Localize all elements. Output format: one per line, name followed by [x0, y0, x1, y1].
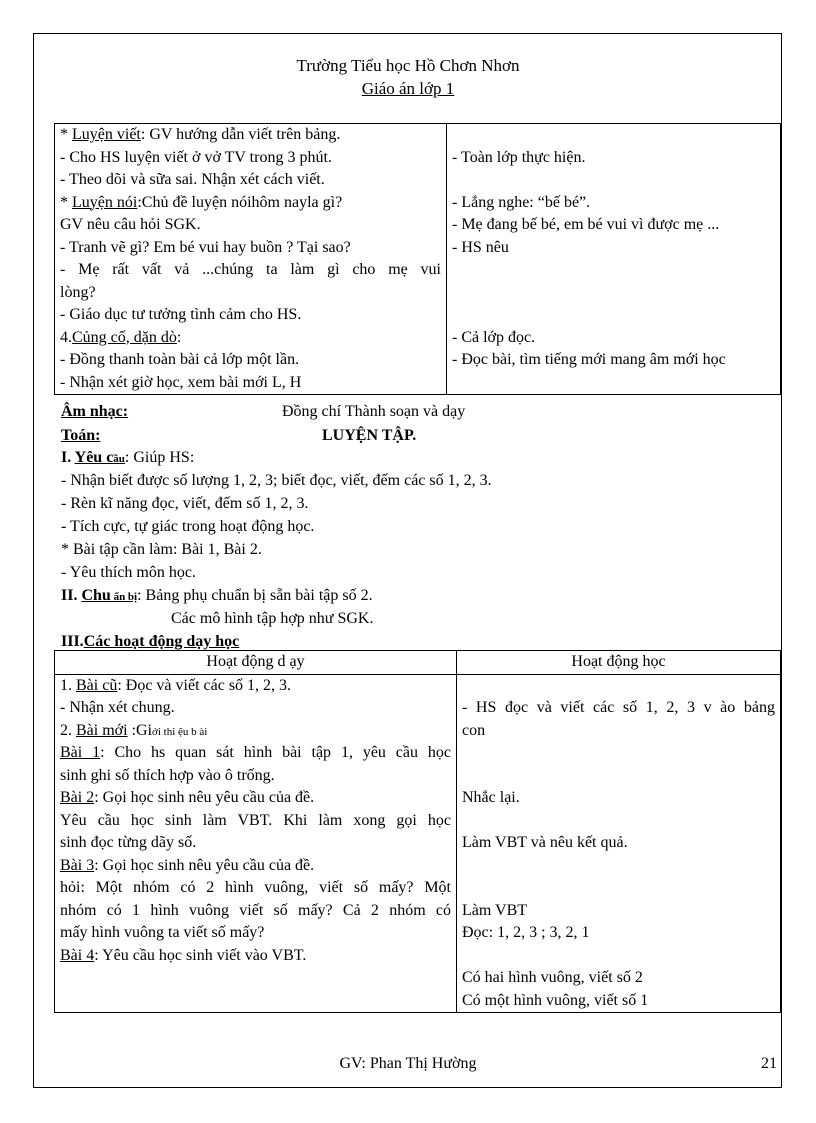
- math-label-text: Toán:: [61, 427, 101, 444]
- school-name: Trường Tiểu học Hồ Chơn Nhơn: [296, 56, 520, 75]
- line-text: mấy hình vuông ta viết số mấy?: [60, 924, 265, 941]
- text-line: [60, 967, 451, 990]
- text-line: [60, 787, 451, 810]
- line-prefix: 2.: [60, 721, 76, 739]
- text-line: [60, 720, 451, 743]
- objective-item: - Rèn kĩ năng đọc, viết, đếm số 1, 2, 3.: [61, 495, 309, 512]
- line-text: nhóm có 1 hình vuông viết số mấy? Cả 2 nhóm có: [60, 901, 451, 919]
- objective-list: [61, 469, 492, 584]
- text-line: [462, 720, 775, 743]
- text-line: [462, 945, 775, 968]
- text-line: [462, 787, 775, 810]
- teaching-activity-cell: [55, 674, 457, 1013]
- text-line: [452, 124, 775, 147]
- text-line: [462, 855, 775, 878]
- objective-item: - Yêu thích môn học.: [61, 564, 196, 581]
- underlined-label: Bài 4: [60, 946, 95, 964]
- section-1-title: [75, 449, 125, 466]
- text-line: [60, 304, 441, 327]
- section-2-line2: Các mô hình tập hợp như SGK.: [171, 610, 374, 627]
- section-2-heading: [61, 584, 373, 609]
- line-text: - Theo dõi và sữa sai. Nhận xét cách viết.: [60, 171, 325, 188]
- text-line: - HS nêu: [452, 238, 509, 256]
- text-line: [60, 922, 451, 945]
- text-line: - Đọc bài, tìm tiếng mới mang âm mới học: [452, 351, 726, 368]
- learning-activity-cell: [457, 674, 781, 1013]
- text-line: [462, 697, 775, 720]
- music-note: Đồng chí Thành soạn và dạy: [282, 403, 466, 420]
- line-prefix: 1.: [60, 676, 76, 694]
- text-line: [60, 282, 441, 305]
- underlined-label: Bài 2: [60, 789, 95, 806]
- section-1-heading: [61, 446, 194, 471]
- text-line: [60, 765, 451, 788]
- activity-table-1: [54, 123, 781, 395]
- music-label: [61, 400, 128, 423]
- text-line: [452, 259, 775, 282]
- line-rest: : Cho hs quan sát hình bài tập 1, yêu cầu học: [100, 744, 451, 761]
- line-text: - Nhận xét chung.: [60, 699, 175, 716]
- section-1-num: I.: [61, 449, 75, 466]
- section-3-num: III.: [61, 633, 84, 650]
- text-line: [60, 675, 451, 698]
- text-line: [60, 697, 451, 720]
- text-line: [462, 742, 775, 765]
- underlined-label: Củng cố, dặn dò: [72, 328, 177, 346]
- text-line: [60, 810, 451, 833]
- header-learning: Hoạt động học: [457, 651, 781, 675]
- text-line: [60, 349, 441, 372]
- objective-item: * Bài tập cần làm: Bài 1, Bài 2.: [61, 541, 262, 558]
- line-rest: :Chủ đề luyện nóihôm nayla gì?: [137, 193, 343, 211]
- underlined-label: Bài 3: [60, 856, 95, 874]
- line-rest: : Gọi học sinh nêu yêu cầu của đề.: [94, 789, 315, 806]
- text-line: [60, 327, 441, 350]
- section-2-title-small: ẩn bị: [110, 591, 138, 603]
- line-rest: : GV hướng dẫn viết trên bảng.: [140, 126, 341, 143]
- line-text: - Nhận xét giờ học, xem bài mới L, H: [60, 373, 302, 391]
- text-line: - Toàn lớp thực hiện.: [452, 148, 586, 166]
- text-line: [462, 990, 775, 1013]
- text-line: [60, 372, 441, 395]
- line-text: - HS đọc và viết các số 1, 2, 3 v ào bảng: [462, 699, 775, 716]
- student-activity-cell: [447, 124, 781, 395]
- text-line: [60, 990, 451, 1013]
- activity-table-2: [54, 650, 781, 1013]
- objective-item: - Tích cực, tự giác trong hoạt động học.: [61, 518, 315, 535]
- line-text: - Giáo dục tư tưởng tình cảm cho HS.: [60, 306, 302, 323]
- line-rest: : Yêu cầu học sinh viết vào VBT.: [94, 946, 307, 964]
- line-text: Làm VBT và nêu kết quả.: [462, 834, 628, 851]
- page-number: 21: [761, 1055, 777, 1072]
- music-label-text: Âm nhạc:: [61, 403, 129, 420]
- text-line: [452, 372, 775, 395]
- text-line: - Cả lớp đọc.: [452, 328, 536, 346]
- line-text: GV nêu câu hỏi SGK.: [60, 216, 201, 233]
- text-line: [60, 855, 451, 878]
- text-line: [60, 237, 441, 260]
- teacher-name: GV: Phan Thị Hường: [339, 1055, 477, 1072]
- section-2-title: [81, 587, 137, 604]
- line-text: con: [462, 721, 486, 739]
- text-line: [462, 900, 775, 923]
- line-text: sinh ghi số thích hợp vào ô trống.: [60, 766, 275, 784]
- text-line: [60, 877, 451, 900]
- line-text: Đọc: 1, 2, 3 ; 3, 2, 1: [462, 924, 590, 941]
- line-text: - Tranh vẽ gì? Em bé vui hay buồn ? Tại sao?: [60, 238, 351, 256]
- line-text: sinh đọc từng dãy số.: [60, 834, 197, 851]
- text-line: [452, 282, 775, 305]
- math-label: [61, 424, 100, 447]
- underlined-label: Luyện viết: [72, 126, 141, 143]
- line-text: Có hai hình vuông, viết số 2: [462, 969, 643, 986]
- text-line: [462, 832, 775, 855]
- line-rest: : Đọc và viết các số 1, 2, 3.: [117, 676, 292, 694]
- text-line: [60, 900, 451, 923]
- lesson-plan-title: Giáo án lớp 1: [361, 79, 455, 98]
- text-line: [60, 169, 441, 192]
- section-2-title-main: Chu: [81, 587, 111, 604]
- text-line: [60, 214, 441, 237]
- text-line: - Mẹ đang bế bé, em bé vui vì được mẹ ...: [452, 216, 720, 233]
- line-text: Nhắc lại.: [462, 789, 520, 806]
- text-line: [462, 877, 775, 900]
- text-line: [60, 742, 451, 765]
- line-text: - Cho HS luyện viết ở vở TV trong 3 phút.: [60, 148, 332, 166]
- section-2-rest: : Bảng phụ chuẩn bị sẵn bài tập số 2.: [137, 587, 373, 604]
- objective-item: - Nhận biết được số lượng 1, 2, 3; biết đọc, viết, đếm các số 1, 2, 3.: [61, 472, 492, 489]
- section-3-title: Các hoạt động dạy học: [83, 633, 240, 650]
- text-line: [60, 832, 451, 855]
- section-2-num: II.: [61, 587, 82, 604]
- text-line: - Lắng nghe: “bế bé”.: [452, 193, 591, 211]
- text-line: [462, 922, 775, 945]
- section-1-title-main: Yêu c: [74, 449, 114, 466]
- line-text: hỏi: Một nhóm có 2 hình vuông, viết số mấy? Một: [60, 879, 451, 896]
- text-line: [60, 259, 441, 282]
- line-prefix: *: [60, 126, 72, 143]
- line-prefix: 4.: [60, 328, 72, 346]
- text-line: [452, 169, 775, 192]
- text-line: [60, 192, 441, 215]
- lesson-title: LUYỆN TẬP.: [322, 427, 417, 444]
- text-line: [60, 124, 441, 147]
- text-line: [60, 147, 441, 170]
- line-rest: :Gi: [127, 721, 153, 739]
- underlined-label: Luyện nói: [72, 193, 138, 211]
- underlined-label: Bài mới: [76, 721, 128, 739]
- header-teaching: Hoạt động d ạy: [55, 651, 457, 675]
- line-text: lòng?: [60, 283, 96, 301]
- text-line: [60, 945, 451, 968]
- line-small: ới thi ệu b ài: [152, 725, 208, 738]
- line-rest: : Gọi học sinh nêu yêu cầu của đề.: [94, 856, 315, 874]
- teacher-activity-cell: [55, 124, 447, 395]
- line-text: - Đồng thanh toàn bài cả lớp một lần.: [60, 351, 300, 368]
- section-1-title-small: ầu: [113, 453, 125, 465]
- text-line: [462, 810, 775, 833]
- line-text: - Mẹ rất vất vả ...chúng ta làm gì cho mẹ vui: [60, 261, 441, 278]
- text-line: [462, 765, 775, 788]
- line-rest: :: [176, 328, 182, 346]
- line-prefix: *: [60, 193, 72, 211]
- line-text: Yêu cầu học sinh làm VBT. Khi làm xong gọi học: [60, 811, 451, 829]
- text-line: [462, 675, 775, 698]
- line-text: Làm VBT: [462, 901, 528, 919]
- text-line: [462, 967, 775, 990]
- section-1-rest: : Giúp HS:: [124, 449, 195, 466]
- line-text: Có một hình vuông, viết số 1: [462, 991, 649, 1009]
- text-line: [452, 304, 775, 327]
- underlined-label: Bài 1: [60, 744, 101, 761]
- underlined-label: Bài cũ: [76, 676, 118, 694]
